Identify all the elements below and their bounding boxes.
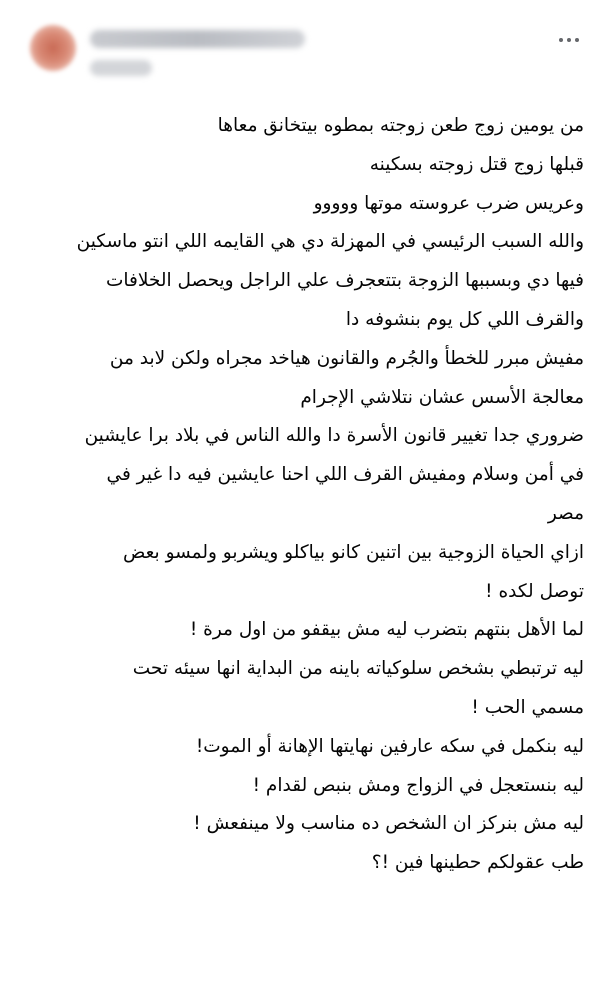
- more-options-icon[interactable]: [554, 25, 584, 55]
- post-line: وعريس ضرب عروسته موتها ووووو: [313, 192, 584, 214]
- post-line: معالجة الأسس عشان نتلاشي الإجرام: [300, 386, 584, 408]
- post-line: طب عقولكم حطينها فين !؟: [371, 852, 584, 874]
- post-line: ليه ترتبطي بشخص سلوكياته باينه من البداية انها سيئه تحت: [132, 658, 584, 680]
- post-line: قبلها زوج قتل زوجته بسكينه: [369, 153, 584, 175]
- post-text: [28, 107, 584, 883]
- post-line: مفيش مبرر للخطأ والجُرم والقانون هياخد مجراه ولكن لابد من: [109, 347, 584, 369]
- post-line: مصر: [547, 502, 584, 524]
- post-line: ليه بنستعجل في الزواج ومش بنبص لقدام !: [252, 774, 584, 796]
- post-line: والقرف اللي كل يوم بنشوفه دا: [345, 308, 584, 330]
- post-timestamp[interactable]: [90, 60, 152, 76]
- post-line: والله السبب الرئيسي في المهزلة دي هي القايمه اللي انتو ماسكين: [76, 231, 584, 253]
- author-avatar[interactable]: [30, 25, 76, 71]
- post-line: ضروري جدا تغيير قانون الأسرة دا والله الناس في بلاد برا عايشين: [84, 425, 584, 447]
- post-line: في أمن وسلام ومفيش القرف اللي احنا عايشين فيه دا غير في: [106, 464, 584, 486]
- post-line: من يومين زوج طعن زوجته بمطوه بيتخانق معاها: [217, 115, 584, 136]
- post-line: لما الأهل بنتهم بتضرب ليه مش بيقفو من اول مرة !: [189, 619, 584, 641]
- post-line: ليه مش بنركز ان الشخص ده مناسب ولا مينفعش !: [193, 813, 584, 835]
- post-line: توصل لكده !: [485, 580, 584, 602]
- post-header: [0, 0, 600, 100]
- post-line: ازاي الحياة الزوجية بين اتنين كانو بياكلو ويشربو ولمسو بعض: [122, 541, 584, 563]
- post-line: ليه بنكمل في سكه عارفين نهايتها الإهانة أو الموت!: [195, 735, 584, 757]
- post-line: فيها دي وبسببها الزوجة بتتعجرف علي الراجل ويحصل الخلافات: [106, 270, 584, 292]
- author-name[interactable]: [90, 30, 305, 48]
- post-line: مسمي الحب !: [471, 696, 584, 718]
